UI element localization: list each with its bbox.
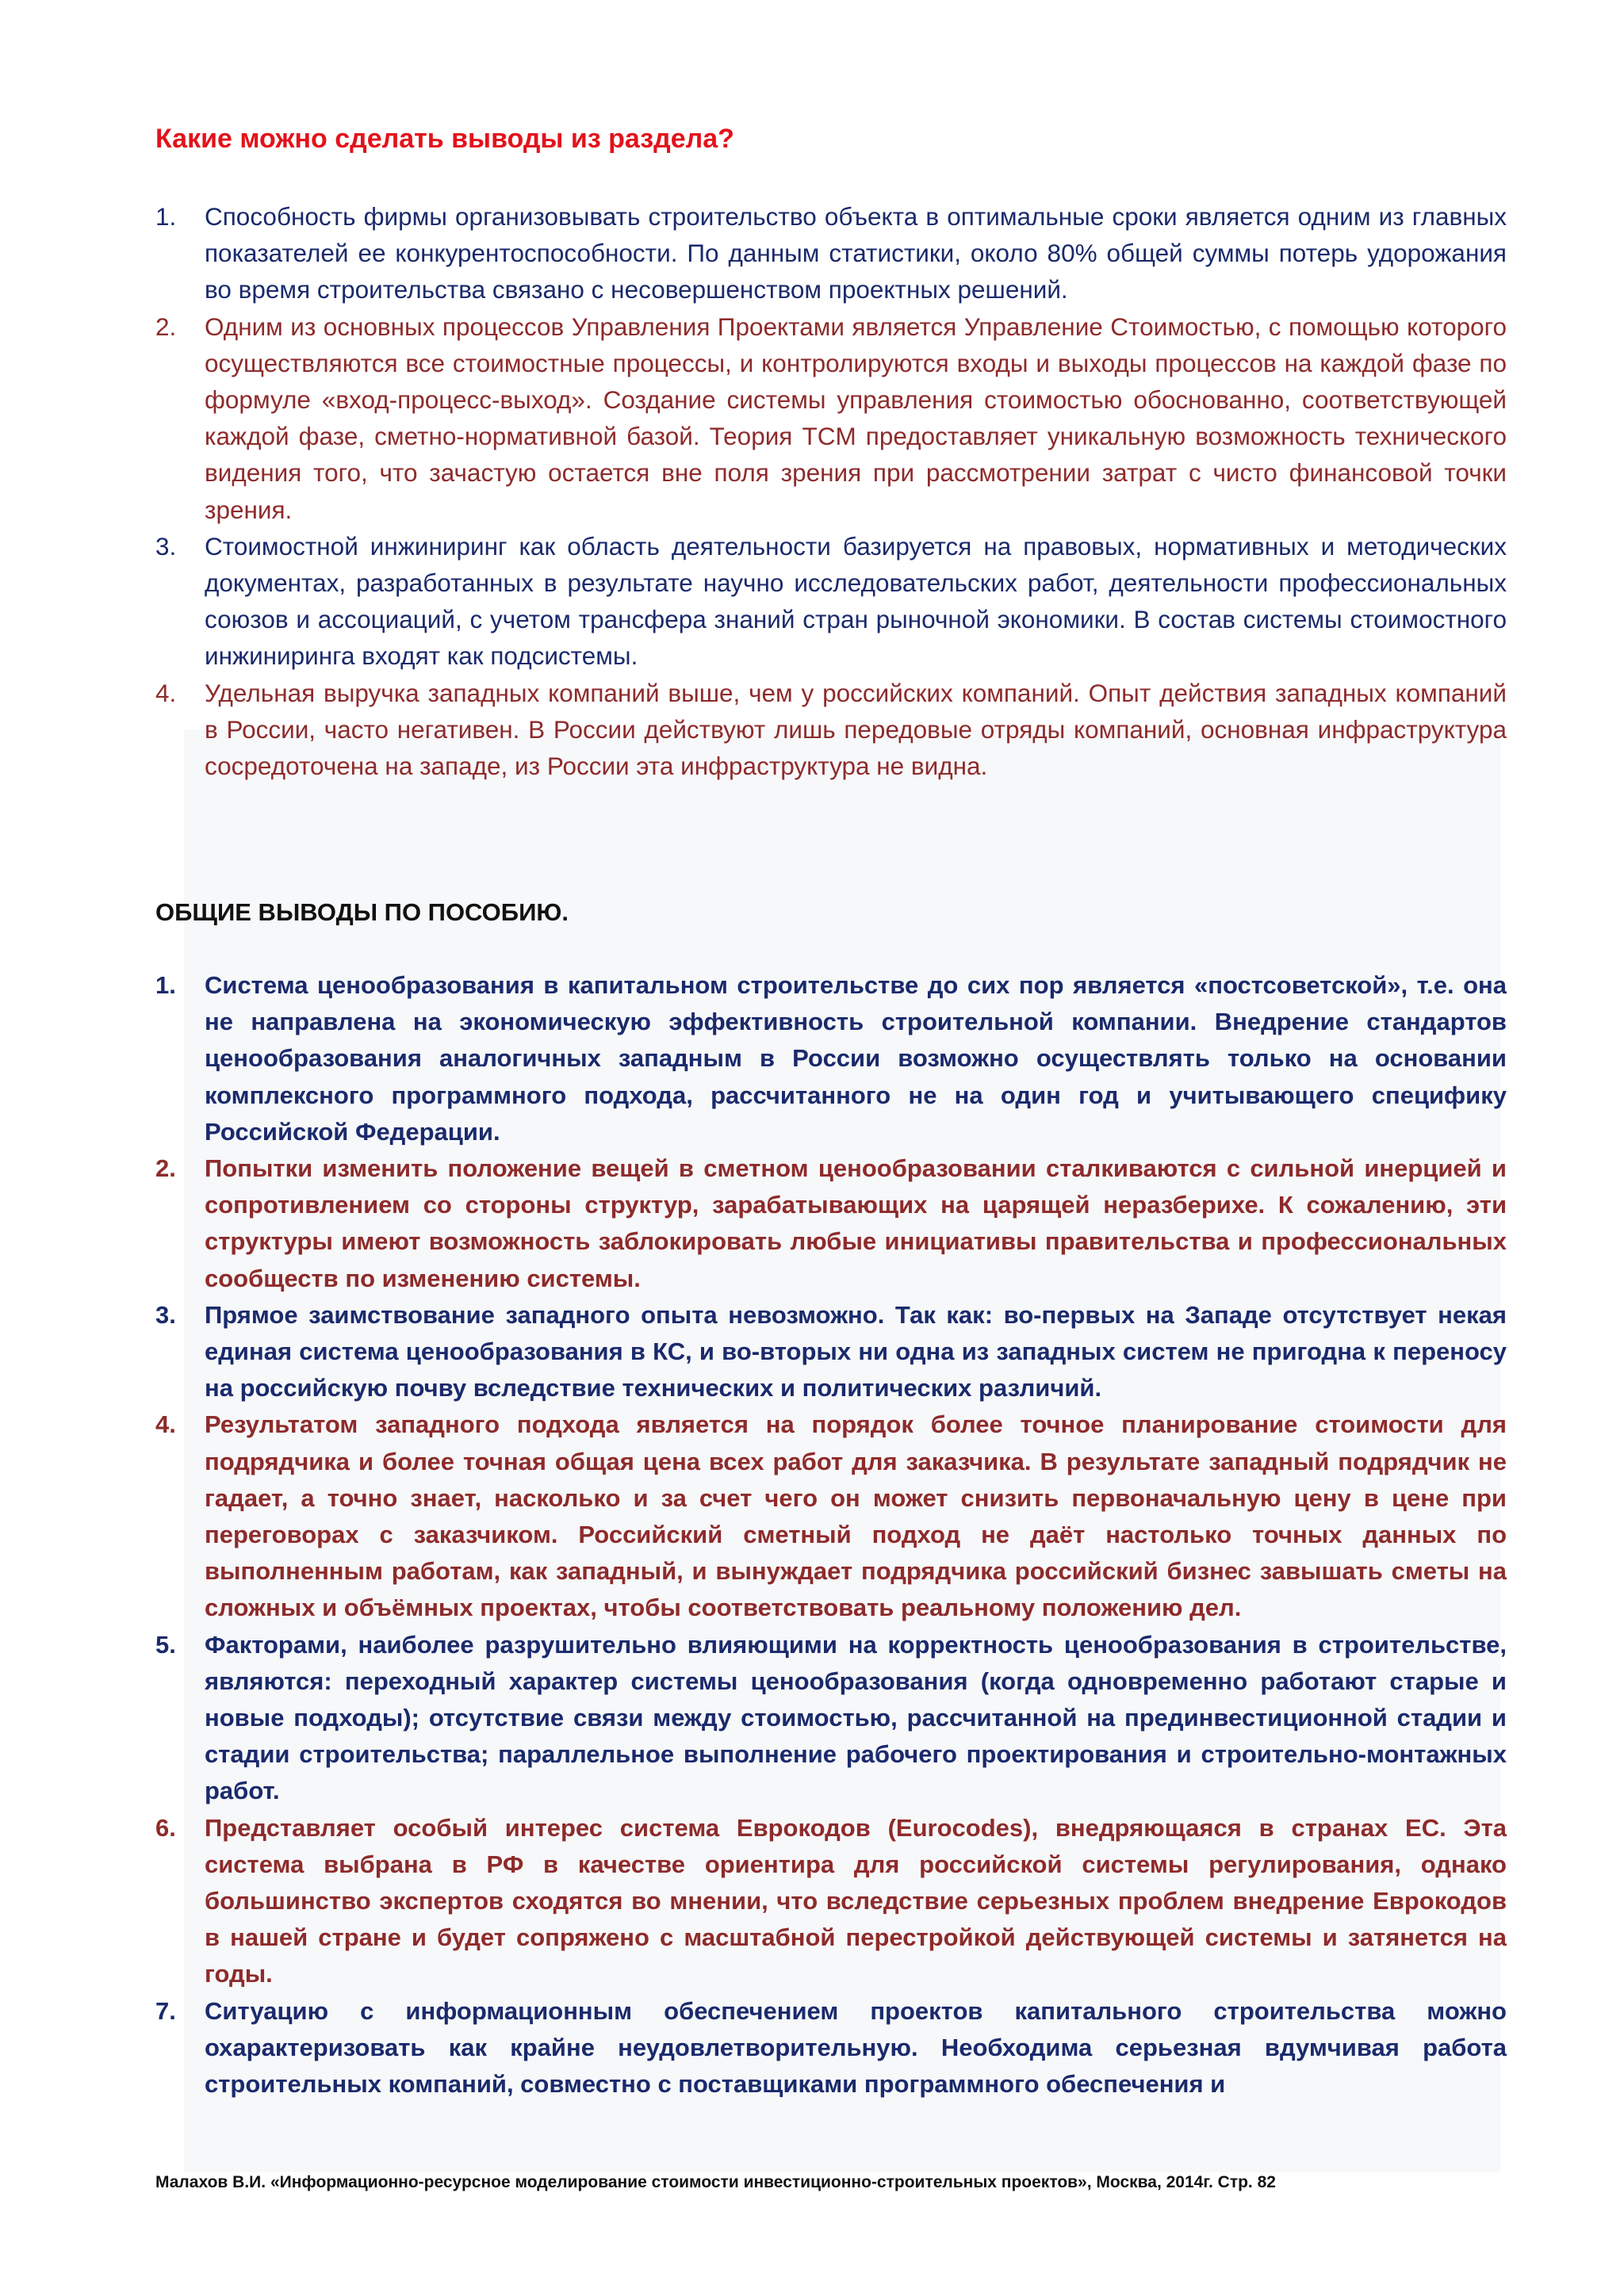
item-number: 6. xyxy=(155,1813,176,1842)
item-number: 4. xyxy=(155,678,177,707)
item-text: Система ценообразования в капитальном строительстве до сих пор является «постсоветской», т.е. она не направлена на экономическую эффективность строительной компании. Внедрение стандартов ценообразования аналогичных западным в России возможно осуществлять только на основании комплексного программного подхода, рассчитанного не на один год и учитывающего специфику Российской Федерации. xyxy=(205,971,1507,1146)
item-number: 3. xyxy=(155,1300,176,1329)
item-text: Удельная выручка западных компаний выше, чем у российских компаний. Опыт действия западных компаний в России, часто негативен. В России действуют лишь передовые отряды компаний, основная инфраструктура сосредоточена на западе, из России эта инфраструктура не видна. xyxy=(205,678,1507,781)
general-conclusions-list xyxy=(155,967,1507,2103)
list-item xyxy=(155,1810,1507,1993)
section-title-general-conclusions: ОБЩИЕ ВЫВОДЫ ПО ПОСОБИЮ. xyxy=(155,898,569,926)
section-conclusions-list xyxy=(155,198,1507,784)
item-text: Способность фирмы организовывать строительство объекта в оптимальные сроки является одним из главных показателей ее конкурентоспособности. По данным статистики, около 80% общей суммы потерь удорожания во время строительства связано с несовершенством проектных решений. xyxy=(205,202,1507,304)
list-item xyxy=(155,1627,1507,1810)
list-item xyxy=(155,1297,1507,1407)
item-number: 5. xyxy=(155,1630,176,1659)
item-number: 7. xyxy=(155,1996,176,2025)
item-text: Представляет особый интерес система Еврокодов (Eurocodes), внедряющаяся в странах ЕС. Эта система выбрана в РФ в качестве ориентира для российской системы регулирования, однако большинство экспертов сходятся во мнении, что вследствие серьезных проблем внедрение Еврокодов в нашей стране и будет сопряжено с масштабной перестройкой действующей системы и затянется на годы. xyxy=(205,1813,1507,1988)
item-text: Ситуацию с информационным обеспечением проектов капитального строительства можно охарактеризовать как крайне неудовлетворительную. Необходима серьезная вдумчивая работа строительных компаний, совместно с поставщиками программного обеспечения и xyxy=(205,1996,1507,2099)
item-text: Одним из основных процессов Управления Проектами является Управление Стоимостью, с помощью которого осуществляются все стоимостные процессы, и контролируются входы и выходы процессов на каждой фазе по формуле «вход-процесс-выход». Создание системы управления стоимостью обоснованно, соответствующей каждой фазе, сметно-нормативной базой. Теория TCM предоставляет уникальную возможность технического видения того, что зачастую остается вне поля зрения при рассмотрении затрат с чисто финансовой точки зрения. xyxy=(205,312,1507,524)
list-item xyxy=(155,1993,1507,2103)
item-number: 2. xyxy=(155,1154,176,1183)
page-footer: Малахов В.И. «Информационно-ресурсное моделирование стоимости инвестиционно-строительных проектов», Москва, 2014г. Стр. 82 xyxy=(155,2173,1276,2191)
item-number: 3. xyxy=(155,531,177,561)
list-item xyxy=(155,198,1507,308)
item-text: Прямое заимствование западного опыта невозможно. Так как: во-первых на Западе отсутствует некая единая система ценообразования в КС, и во-вторых ни одна из западных систем не пригодна к переносу на российскую почву вследствие технических и политических различий. xyxy=(205,1300,1507,1402)
item-text: Стоимостной инжиниринг как область деятельности базируется на правовых, нормативных и методических документах, разработанных в результате научно исследовательских работ, деятельности профессиональных союзов и ассоциаций, с учетом трансфера знаний стран рыночной экономики. В состав системы стоимостного инжиниринга входят как подсистемы. xyxy=(205,531,1507,671)
item-number: 2. xyxy=(155,312,177,341)
item-number: 1. xyxy=(155,971,176,999)
list-item xyxy=(155,528,1507,675)
section-title-conclusions: Какие можно сделать выводы из раздела? xyxy=(155,124,734,154)
item-text: Факторами, наиболее разрушительно влияющими на корректность ценообразования в строительстве, являются: переходный характер системы ценообразования (когда одновременно работают старые и новые подходы); отсутствие связи между стоимостью, рассчитанной на прединвестиционной стадии и стадии строительства; параллельное выполнение рабочего проектирования и строительно-монтажных работ. xyxy=(205,1630,1507,1805)
item-text: Результатом западного подхода является на порядок более точное планирование стоимости для подрядчика и более точная общая цена всех работ для заказчика. В результате западный подрядчик не гадает, а точно знает, насколько и за счет чего он может снизить первоначальную цену в цене при переговорах с заказчиком. Российский сметный подход не даёт настолько точных данных по выполненным работам, как западный, и вынуждает подрядчика российский бизнес завышать сметы на сложных и объёмных проектах, чтобы соответствовать реальному положению дел. xyxy=(205,1410,1507,1622)
list-item xyxy=(155,675,1507,785)
list-item xyxy=(155,1150,1507,1297)
item-number: 1. xyxy=(155,202,177,231)
list-item xyxy=(155,967,1507,1150)
item-text: Попытки изменить положение вещей в сметном ценообразовании сталкиваются с сильной инерцией и сопротивлением со стороны структур, зарабатывающих на царящей неразберихе. К сожалению, эти структуры имеют возможность заблокировать любые инициативы правительства и профессиональных сообществ по изменению системы. xyxy=(205,1154,1507,1292)
item-number: 4. xyxy=(155,1410,176,1439)
list-item xyxy=(155,308,1507,528)
list-item xyxy=(155,1406,1507,1626)
